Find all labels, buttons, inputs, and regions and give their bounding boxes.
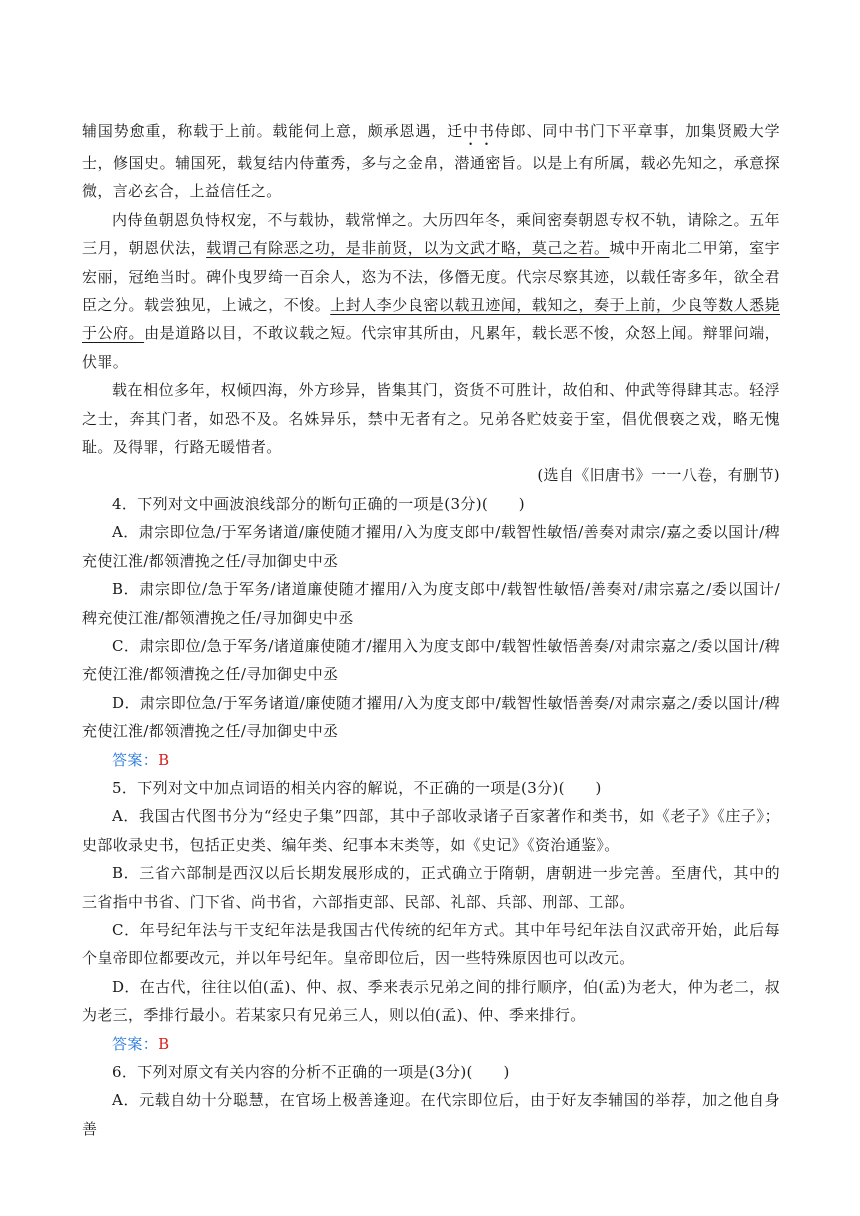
question-6-stem: 6．下列对原文有关内容的分析不正确的一项是(3分)( ) [112,1063,510,1081]
question-4-answer [82,746,780,774]
question-4-option-d: D．肃宗即位急/于军务诸道/廉使随才擢用/入为度支郎中/载智性敏悟善奏/对肃宗嘉之/委以国计/稗充使江淮/都领漕挽之任/寻加御史中丞 [82,693,780,741]
question-5-option-a: A．我国古代图书分为“经史子集”四部，其中子部收录诸子百家著作和类书，如《老子》《庄子》；史部收录史书，包括正史类、编年类、纪事本末类等，如《史记》《资治通鉴》。 [82,807,780,854]
passage-source: (选自《旧唐书》一一八卷，有删节) [537,466,780,485]
underlined-sentence: 上封人李少良密以载丑迹闻，载知之，奏于上前，少良等数人悉毙于公府。 [82,296,780,343]
answer-label: 答案： [112,750,159,769]
dotted-term: 中书 [463,122,495,140]
passage-paragraph-2 [82,206,780,376]
question-5-option-c: C．年号纪年法与干支纪年法是我国古代传统的纪年方式。其中年号纪年法自汉武帝开始，此后每个皇帝即位都要改元，并以年号纪年。皇帝即位后，因一些特殊原因也可以改元。 [82,920,780,968]
question-5-stem: 5．下列对文中加点词语的相关内容的解说，不正确的一项是(3分)( ) [112,778,602,797]
answer-value: B [158,750,170,769]
question-4-option-a: A．肃宗即位急/于军务诸道/廉使随才擢用/入为度支郎中/载智性敏悟/善奏对肃宗/嘉之委以国计/稗充使江淮/都领漕挽之任/寻加御史中丞 [82,523,780,570]
question-5-option-b: B．三省六部制是西汉以后长期发展形成的，正式确立于隋朝，唐朝进一步完善。至唐代，其中的三省指中书省、门下省、尚书省，六部指吏部、民部、礼部、兵部、刑部、工部。 [82,864,780,911]
question-4-option-c: C．肃宗即位/急于军务/诸道廉使随才/擢用入为度支郎中/载智性敏悟善奏/对肃宗嘉之/委以国计/稗充使江淮/都领漕挽之任/寻加御史中丞 [82,636,780,684]
text-run: 内侍鱼朝恩负恃权宠，不与载协，载常惮之。大历四年冬，乘间密奏朝恩专权不轨，请除之。五年三月，朝恩伏法， [82,210,780,258]
question-6-option-a: A．元载自幼十分聪慧，在官场上极善逢迎。在代宗即位后，由于好友李辅国的举荐，加之他自身善 [82,1091,780,1138]
text-run: 由是道路以目，不敢议载之短。代宗审其所由，凡累年，载长恶不悛，众怒上闻。辩罪问端，伏罪。 [82,324,780,371]
passage-paragraph-3: 载在相位多年，权倾四海，外方珍异，皆集其门，资货不可胜计，故伯和、仲武等得肆其志。轻浮之士，奔其门者，如恐不及。名姝异乐，禁中无者有之。兄弟各贮妓妾于室，倡优偎亵之戏，略无愧耻。及得罪，行路无暖惜者。 [82,381,780,457]
text-run: 侍郎、同中书门下平章事，加集贤殿大学士，修国史。辅国死，载复结内侍董秀，多与之金帛，潜通密旨。以是上有所属，载必先知之，承意探微，言必玄合，上益信任之。 [82,122,781,201]
answer-value: B [158,1034,170,1053]
question-4-option-b: B．肃宗即位/急于军务/诸道廉使随才擢用/入为度支郎中/载智性敏悟/善奏对/肃宗嘉之/委以国计/稗充使江淮/都领漕挽之任/寻加御史中丞 [82,580,780,627]
question-5-option-d: D．在古代，往往以伯(孟)、仲、叔、季来表示兄弟之间的排行顺序，伯(孟)为老大，仲为老二，叔为老三，季排行最小。若某家只有兄弟三人，则以伯(孟)、仲、季来排行。 [82,977,780,1025]
passage-paragraph-1 [82,117,780,206]
question-4-stem: 4．下列对文中画波浪线部分的断句正确的一项是(3分)( ) [112,494,525,513]
underlined-sentence: 载谓己有除恶之功，是非前贤，以为文武才略，莫己之若。 [206,239,610,258]
question-5-answer [82,1030,780,1058]
text-run: 城中开南北二甲第，室宇宏丽，冠绝当时。碑仆曳罗绮一百余人，恣为不法，侈僭无度。代宗尽察其迹，以载任寄多年，欲全君臣之分。载尝独见，上诫之，不悛。 [82,239,780,315]
text-run: 辅国势愈重，称载于上前。载能伺上意，颇承恩遇，迁 [82,122,464,140]
answer-label: 答案： [112,1034,159,1053]
